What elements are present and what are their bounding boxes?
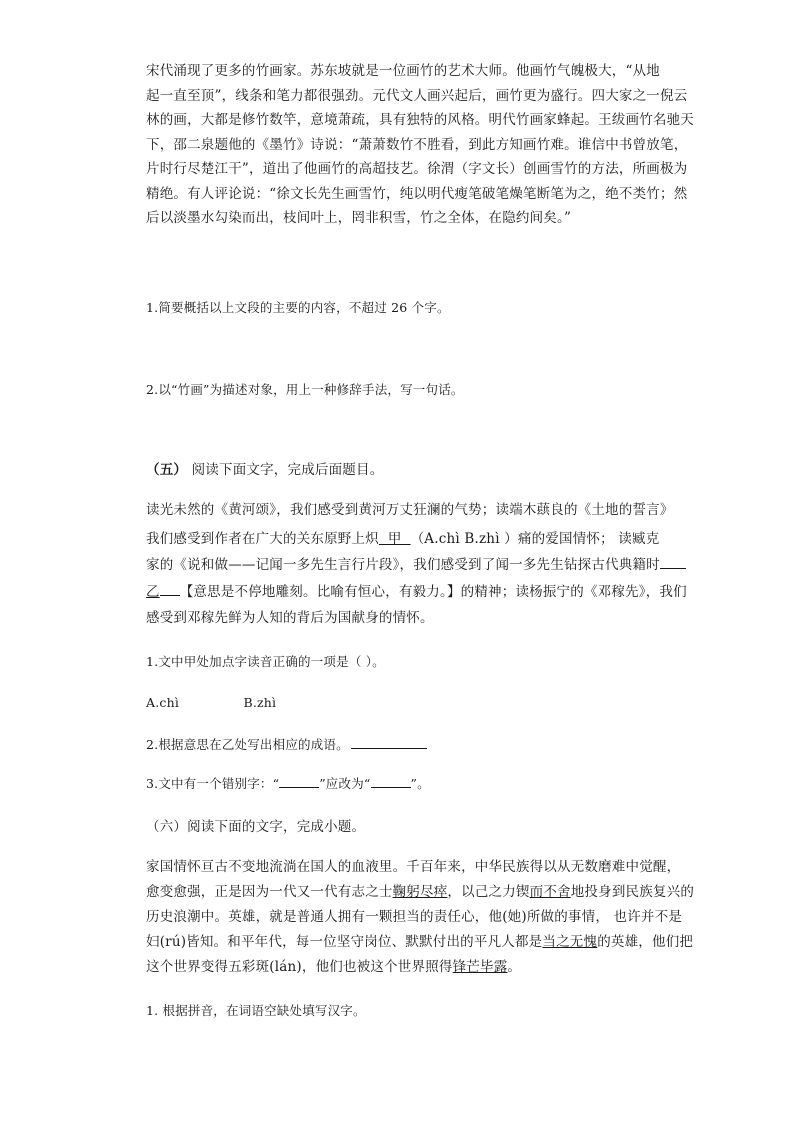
s5-line-2-pre: 我们感受到作者在广大的关东原野上炽 xyxy=(146,531,379,547)
question-5-3-pre: 3.文中有一个错别字：“ xyxy=(146,776,280,791)
blank-yi-label: 乙 xyxy=(146,584,160,600)
s6-line-2-mid: ，以己之力锲 xyxy=(447,884,530,900)
s6-line-3: 历史浪潮中。英雄，就是普通人拥有一颗担当的责任心，他(她)所做的事情， 也许并不是 xyxy=(146,909,683,925)
blank-yi-end xyxy=(160,581,180,596)
blank-yi-start xyxy=(660,554,686,569)
passage-line: 后以淡墨水勾染而出，枝间叶上，罔非积雪，竹之全体，在隐约间矣。” xyxy=(146,210,572,226)
option-b: B.zhì xyxy=(243,695,277,710)
blank-jia: 甲 xyxy=(378,531,411,547)
underlined-word: 当之无愧 xyxy=(542,934,598,950)
s5-line-5: 感受到邓稼先鲜为人知的背后为国献身的情怀。 xyxy=(146,610,434,626)
s6-line-5-post: 。 xyxy=(507,959,522,975)
wrong-char-blank xyxy=(279,773,319,788)
s6-line-1: 家国情怀亘古不变地流淌在国人的血液里。千百年来，中华民族得以从无数磨难中觉醒， xyxy=(146,859,681,875)
question-5-2 xyxy=(146,733,662,758)
question-5-3-post: ”。 xyxy=(410,776,430,791)
passage-line: 精绝。有人评论说：“徐文长先生画雪竹，纯以明代瘦笔破笔燥笔断笔为之，绝不类竹；然 xyxy=(146,185,688,202)
question-5-1: 1.文中甲处加点字读音正确的一项是（ ）。 xyxy=(146,654,385,669)
s6-line-2-pre: 愈变愈强，正是因为一代又一代有志之士 xyxy=(146,884,393,900)
s5-line-2-post: （A.chì B.zhì ）痛的爱国情怀； 读臧克 xyxy=(410,531,660,547)
s6-line-5 xyxy=(146,955,662,980)
s6-line-4-post: 的英雄，他们把 xyxy=(597,934,694,950)
option-a: A.chì xyxy=(146,695,180,710)
s6-line-2 xyxy=(146,880,695,905)
section-5-instruction: 阅读下面文字，完成后面题目。 xyxy=(191,462,384,478)
s6-line-5-pre: 这个世界变得五彩斑(lán)，他们也被这个世界照得 xyxy=(146,959,453,975)
passage-line: 片时行尽楚江干”，道出了他画竹的高超技艺。徐渭（字文长）创画雪竹的方法，所画极为 xyxy=(146,161,688,177)
underlined-word: 锋芒毕露 xyxy=(452,959,508,975)
options-5-1 xyxy=(146,691,662,716)
underlined-word: 鞠躬尽瘁 xyxy=(392,884,448,900)
question-5-3-mid: ”应改为“ xyxy=(319,776,371,791)
section-6-heading: （六）阅读下面的文字，完成小题。 xyxy=(146,819,366,835)
s5-line-4-post: 【意思是不停地雕刻。比喻有恒心，有毅力。】的精神；读杨振宁的《邓稼先》，我们 xyxy=(179,584,687,600)
s5-line-4 xyxy=(146,580,687,605)
s5-line-1: 读光未然的《黄河颂》，我们感受到黄河万丈狂澜的气势；读端木蕻良的《土地的誓言》 xyxy=(146,502,674,518)
section-5-number: （五） xyxy=(146,462,188,478)
underlined-word: 而不舍 xyxy=(529,884,571,900)
s6-line-4-pre: 妇(rú)皆知。和平年代，每一位坚守岗位、默默付出的平凡人都是 xyxy=(146,934,543,950)
passage-line: 起一直至顶”，线条和笔力都很强劲。元代文人画兴起后，画竹更为盛行。四大家之一倪云 xyxy=(146,87,688,104)
s6-line-4 xyxy=(146,930,694,955)
passage-line: 下，邵二泉题他的《墨竹》诗说：“萧萧数竹不胜看，到此方知画竹难。谁信中书曾放笔， xyxy=(146,136,688,153)
question-5-2-text: 2.根据意思在乙处写出相应的成语。 xyxy=(146,737,349,752)
question-6-1: 1. 根据拼音，在词语空缺处填写汉字。 xyxy=(146,1003,366,1018)
question-5-3 xyxy=(146,772,662,797)
passage-line: 林的画，大都是修竹数竿，意境萧疏，具有独特的风格。明代竹画家蜂起。王绂画竹名驰天 xyxy=(146,112,694,128)
correct-char-blank xyxy=(371,773,411,788)
section-5-heading xyxy=(146,458,662,483)
answer-blank xyxy=(351,734,427,749)
s5-line-3 xyxy=(146,553,662,578)
question-4-1: 1.简要概括以上文段的主要的内容，不超过 26 个字。 xyxy=(146,300,450,315)
passage-line: 宋代涌现了更多的竹画家。苏东坡就是一位画竹的艺术大师。他画竹气魄极大，“从地 xyxy=(146,63,661,79)
s6-line-2-post: 地投身到民族复兴的 xyxy=(570,884,695,900)
s5-line-3-text: 家的《说和做——记闻一多先生言行片段》，我们感受到了闻一多先生钻探古代典籍时 xyxy=(146,557,660,573)
s5-line-2 xyxy=(146,527,662,552)
question-4-2: 2.以“竹画”为描述对象，用上一种修辞手法，写一句话。 xyxy=(146,382,464,397)
